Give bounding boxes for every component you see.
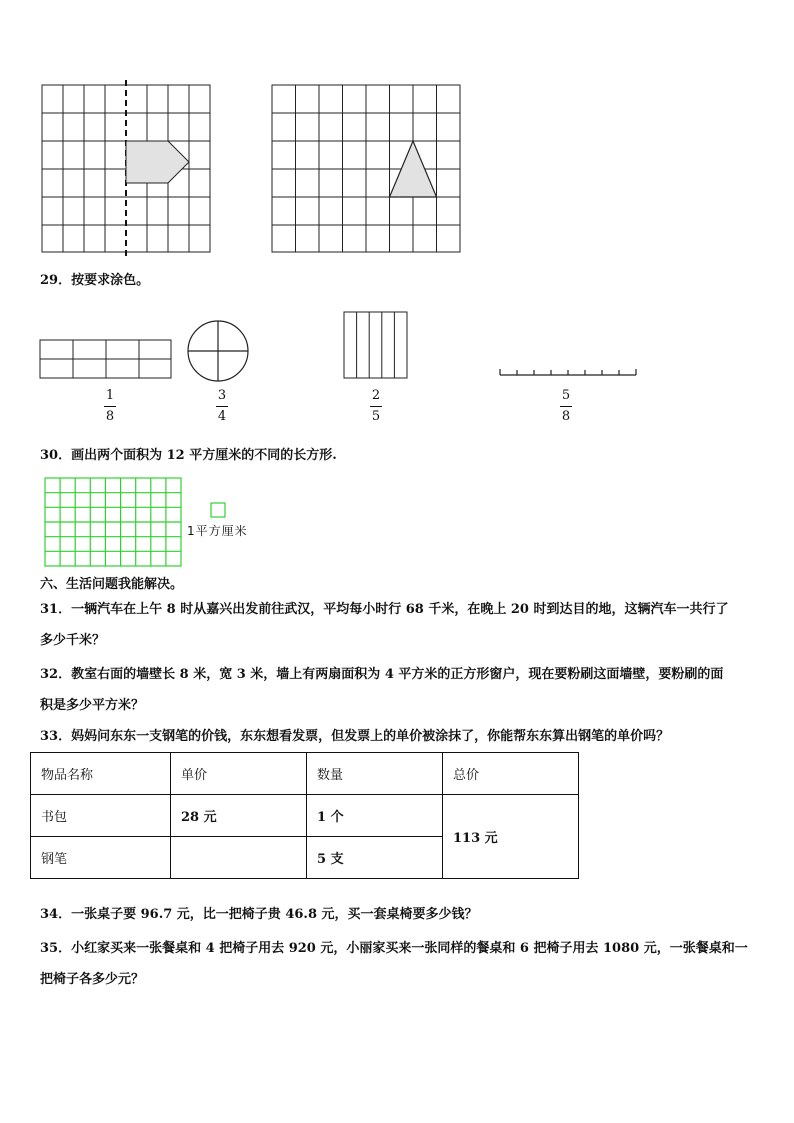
symmetry-grid-figures [0,0,794,260]
invoice-table [30,752,579,879]
numerator: 1 [105,388,115,403]
question-31-line2: 多少千米？ [40,633,106,648]
question-30 [40,447,337,465]
numerator: 3 [217,388,227,403]
cell-qty: 5 支 [307,837,443,879]
segment-eighths [500,369,636,375]
unit-square [211,503,225,517]
question-text: 一张桌子要 96.7 元，比一把椅子贵 46.8 元，买一套桌椅要多少钱？ [71,907,478,922]
coloring-figures [0,300,794,390]
green-grid [45,478,181,566]
question-29 [40,272,149,290]
fraction-three-quarters [207,388,237,425]
header-quantity: 数量 [307,753,443,795]
unit-square-label: 1平方厘米 [187,524,248,538]
question-32 [40,666,723,684]
question-text-line1: 教室右面的墙壁长 8 米，宽 3 米，墙上有两扇面积为 4 平方米的正方形窗户，现在要粉刷这面墙壁，要粉刷的面 [71,667,724,682]
question-number: 35． [40,941,72,956]
rectangle-eighths [40,340,171,378]
denominator: 8 [105,409,115,424]
fraction-five-eighths [551,388,581,425]
section-six-heading: 六、生活问题我能解决。 [40,577,184,592]
question-text: 画出两个面积为 12 平方厘米的不同的长方形. [71,448,337,463]
denominator: 5 [371,409,381,424]
header-unit-price: 单价 [171,753,307,795]
question-number: 29． [40,273,72,288]
header-item-name: 物品名称 [31,753,171,795]
header-total: 总价 [443,753,579,795]
rectangle-fifths [344,312,407,378]
circle-quarters [188,321,248,381]
green-grid-area [0,470,400,570]
question-text: 按要求涂色。 [71,273,150,288]
question-31 [40,601,728,619]
fraction-two-fifths [361,388,391,425]
question-number: 34． [40,907,72,922]
cell-price: 28 元 [171,795,307,837]
question-number: 33． [40,729,72,744]
question-34 [40,906,478,924]
question-number: 32． [40,667,72,682]
table-row [31,795,579,837]
question-text-line1: 一辆汽车在上午 8 时从嘉兴出发前往武汉，平均每小时行 68 千米，在晚上 20 时到达目的地，这辆汽车一共行了 [71,602,729,617]
cell-name: 钢笔 [31,837,171,879]
cell-price [171,837,307,879]
question-text: 妈妈问东东一支钢笔的价钱，东东想看发票，但发票上的单价被涂抹了，你能帮东东算出钢笔的单价吗？ [71,729,670,744]
pentagon-shape [126,141,189,183]
numerator: 5 [561,388,571,403]
numerator: 2 [371,388,381,403]
question-number: 30． [40,448,72,463]
table-header-row [31,753,579,795]
question-35 [40,940,748,958]
cell-qty: 1 个 [307,795,443,837]
grid-right [272,85,460,252]
cell-name: 书包 [31,795,171,837]
question-33 [40,728,669,746]
cell-total: 113 元 [443,795,579,879]
denominator: 4 [217,409,227,424]
question-number: 31． [40,602,72,617]
denominator: 8 [561,409,571,424]
question-text-line1: 小红家买来一张餐桌和 4 把椅子用去 920 元，小丽家买来一张同样的餐桌和 6 把椅子用去 1080 元，一张餐桌和一 [71,941,748,956]
question-32-line2: 积是多少平方米？ [40,698,145,713]
fraction-one-eighth [95,388,125,425]
question-35-line2: 把椅子各多少元？ [40,972,145,987]
